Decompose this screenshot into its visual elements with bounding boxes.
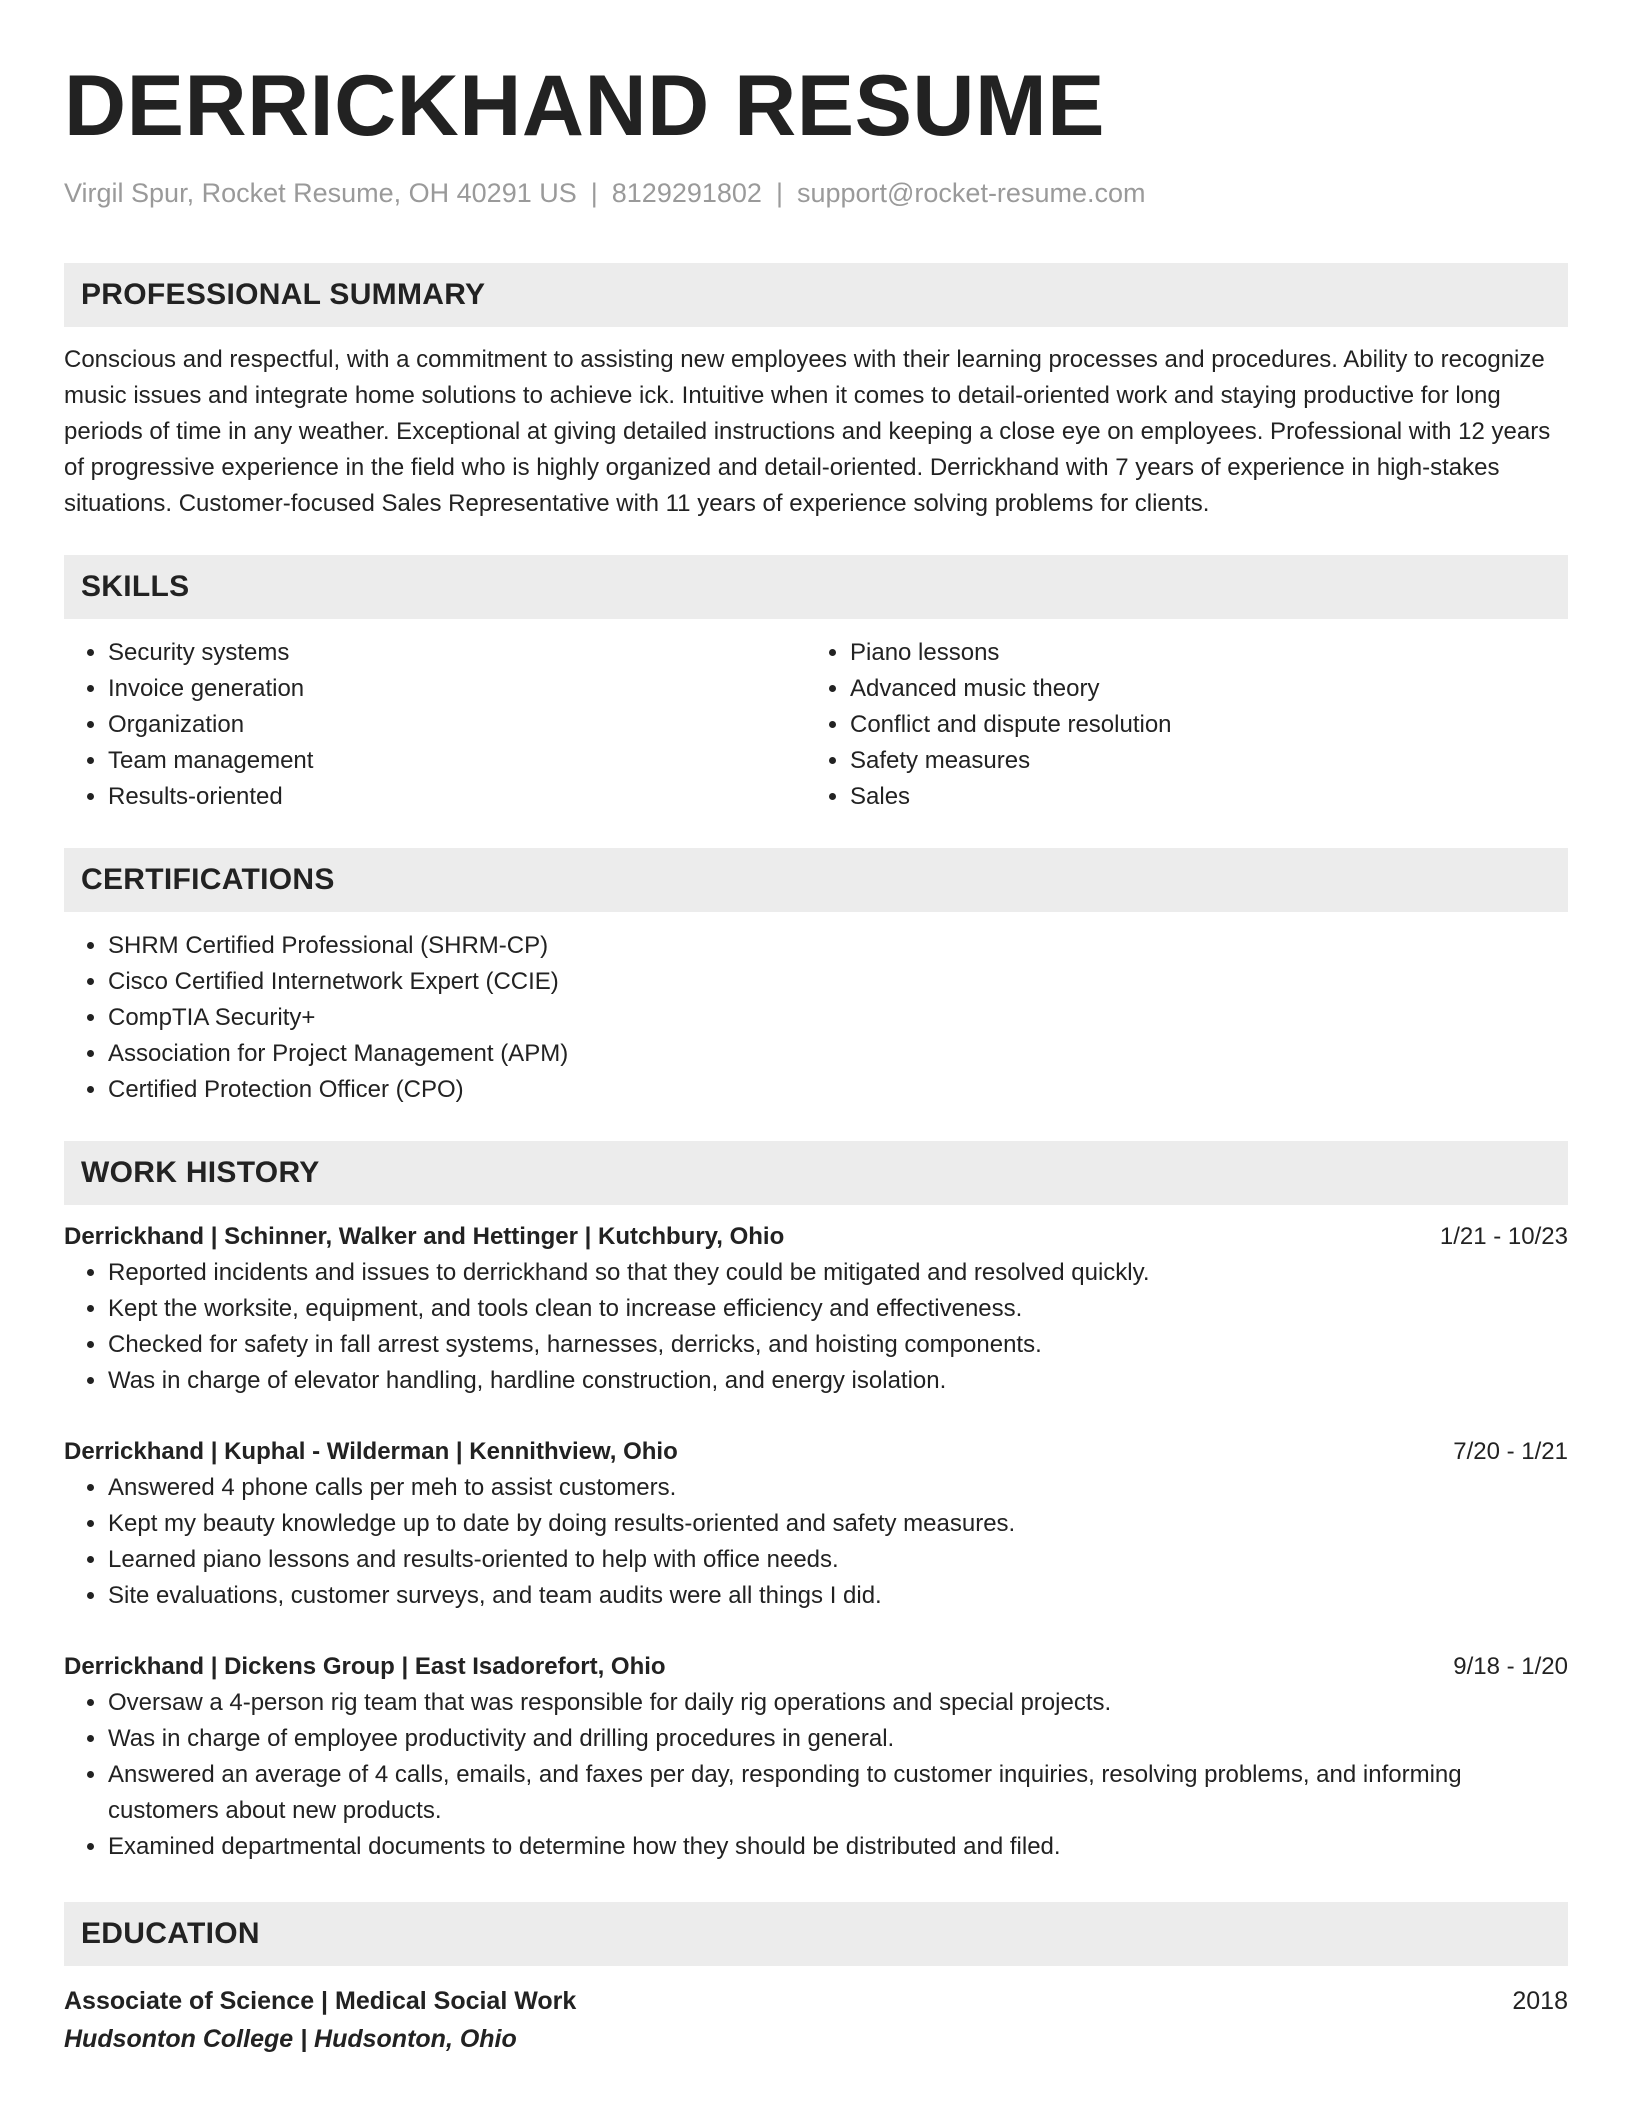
certification-item: • CompTIA Security+ bbox=[108, 1000, 1568, 1036]
resume-name: DERRICKHAND RESUME bbox=[64, 58, 1106, 154]
job-duty-item: • Kept the worksite, equipment, and tools clean to increase efficiency and effectiveness. bbox=[108, 1291, 1568, 1327]
skill-item: • Invoice generation bbox=[108, 671, 806, 707]
certifications-list bbox=[64, 928, 1568, 1108]
work-history-section bbox=[64, 1141, 1568, 1865]
summary-heading: PROFESSIONAL SUMMARY bbox=[64, 263, 1568, 327]
job-duties bbox=[64, 1685, 1568, 1865]
skill-item: • Safety measures bbox=[850, 743, 1548, 779]
job-duty-item: • Oversaw a 4-person rig team that was responsible for daily rig operations and special projects. bbox=[108, 1685, 1568, 1721]
contact-line bbox=[64, 176, 1568, 210]
job-dates: 7/20 - 1/21 bbox=[1453, 1438, 1568, 1465]
job-duty-item: • Answered an average of 4 calls, emails, and faxes per day, responding to customer inquiries, resolving problems, and informing customers about new products. bbox=[108, 1757, 1568, 1829]
education-degree: Associate of Science | Medical Social Work bbox=[64, 1987, 577, 2015]
certification-item: • Association for Project Management (APM) bbox=[108, 1036, 1568, 1072]
job-duty-item: • Answered 4 phone calls per meh to assist customers. bbox=[108, 1470, 1568, 1506]
work-history-heading: WORK HISTORY bbox=[64, 1141, 1568, 1205]
skills-column-left bbox=[64, 635, 806, 815]
skill-item: • Sales bbox=[850, 779, 1548, 815]
job-heading: Derrickhand | Schinner, Walker and Hettinger | Kutchbury, Ohio bbox=[64, 1223, 785, 1250]
skill-item: • Advanced music theory bbox=[850, 671, 1548, 707]
skills-column-right bbox=[806, 635, 1548, 815]
job-duties bbox=[64, 1470, 1568, 1614]
education-school: Hudsonton College | Hudsonton, Ohio bbox=[64, 2025, 517, 2053]
skill-item: • Conflict and dispute resolution bbox=[850, 707, 1548, 743]
education-year: 2018 bbox=[1512, 1987, 1568, 2015]
skill-item: • Piano lessons bbox=[850, 635, 1548, 671]
skill-item: • Team management bbox=[108, 743, 806, 779]
certifications-heading: CERTIFICATIONS bbox=[64, 848, 1568, 912]
job-dates: 1/21 - 10/23 bbox=[1439, 1223, 1568, 1250]
contact-address: Virgil Spur, Rocket Resume, OH 40291 US bbox=[64, 178, 577, 208]
job-entry bbox=[64, 1434, 1568, 1614]
education-section bbox=[64, 1902, 1568, 2057]
summary-text: Conscious and respectful, with a commitment to assisting new employees with their learning processes and procedures. Ability to recognize music issues and integrate home solutions to achieve ick. Intuitive when it comes to detail-oriented work and staying productive for long periods of time in any weather. Exceptional at giving detailed instructions and keeping a close eye on employees. Professional with 12 years of progressive experience in the field who is highly organized and detail-oriented. Derrickhand with 7 years of experience in high-stakes situations. Customer-focused Sales Representative with 11 years of experience solving problems for clients. bbox=[64, 346, 1551, 517]
skills-heading: SKILLS bbox=[64, 555, 1568, 619]
job-duty-item: • Examined departmental documents to determine how they should be distributed and filed. bbox=[108, 1829, 1568, 1865]
job-entry bbox=[64, 1219, 1568, 1399]
contact-email: support@rocket-resume.com bbox=[796, 178, 1146, 208]
education-heading: EDUCATION bbox=[64, 1902, 1568, 1966]
certification-item: • SHRM Certified Professional (SHRM-CP) bbox=[108, 928, 1568, 964]
contact-phone: 8129291802 bbox=[611, 178, 762, 208]
job-entry bbox=[64, 1649, 1568, 1865]
job-duty-item: • Was in charge of elevator handling, hardline construction, and energy isolation. bbox=[108, 1363, 1568, 1399]
job-duty-item: • Learned piano lessons and results-oriented to help with office needs. bbox=[108, 1542, 1568, 1578]
contact-separator: | bbox=[775, 178, 783, 208]
certification-item: • Cisco Certified Internetwork Expert (CCIE) bbox=[108, 964, 1568, 1000]
job-duty-item: • Site evaluations, customer surveys, and team audits were all things I did. bbox=[108, 1578, 1568, 1614]
skill-item: • Organization bbox=[108, 707, 806, 743]
contact-separator: | bbox=[590, 178, 598, 208]
job-dates: 9/18 - 1/20 bbox=[1453, 1653, 1568, 1680]
job-duty-item: • Was in charge of employee productivity and drilling procedures in general. bbox=[108, 1721, 1568, 1757]
certifications-section bbox=[64, 848, 1568, 1108]
summary-section bbox=[64, 263, 1568, 522]
job-duty-item: • Reported incidents and issues to derrickhand so that they could be mitigated and resolved quickly. bbox=[108, 1255, 1568, 1291]
certification-item: • Certified Protection Officer (CPO) bbox=[108, 1072, 1568, 1108]
skills-section bbox=[64, 555, 1568, 815]
job-duty-item: • Checked for safety in fall arrest systems, harnesses, derricks, and hoisting components. bbox=[108, 1327, 1568, 1363]
job-heading: Derrickhand | Dickens Group | East Isadorefort, Ohio bbox=[64, 1653, 666, 1680]
skill-item: • Results-oriented bbox=[108, 779, 806, 815]
skills-columns bbox=[64, 635, 1568, 815]
job-duty-item: • Kept my beauty knowledge up to date by doing results-oriented and safety measures. bbox=[108, 1506, 1568, 1542]
job-duties bbox=[64, 1255, 1568, 1399]
job-heading: Derrickhand | Kuphal - Wilderman | Kennithview, Ohio bbox=[64, 1438, 678, 1465]
resume-page bbox=[64, 0, 1568, 2057]
skill-item: • Security systems bbox=[108, 635, 806, 671]
